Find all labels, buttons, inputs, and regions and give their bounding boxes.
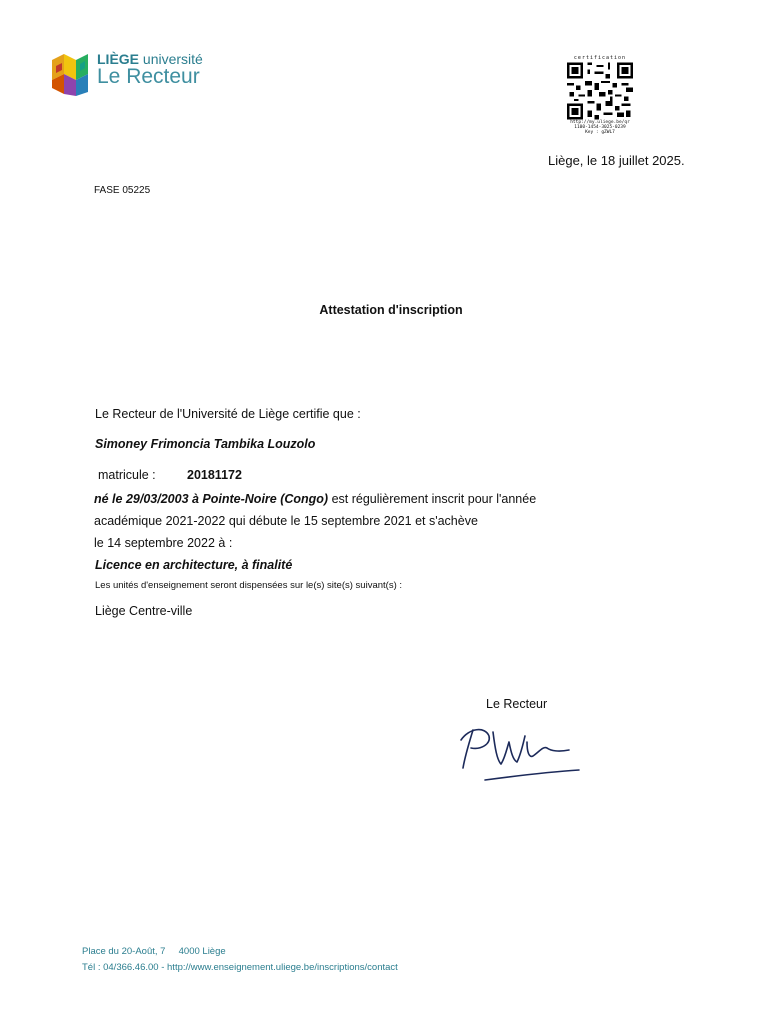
- enrollment-text: est régulièrement inscrit pour l'année: [328, 492, 537, 506]
- certification-qr-block: [565, 55, 635, 139]
- matricule-label: matricule :: [98, 468, 156, 482]
- university-name: LIÈGE université: [97, 51, 203, 67]
- student-name: Simoney Frimoncia Tambika Louzolo: [95, 437, 316, 451]
- birth-enrollment-line: [94, 492, 536, 506]
- program-name: Licence en architecture, à finalité: [95, 558, 293, 572]
- university-logo: [52, 50, 222, 98]
- footer-address: Place du 20-Août, 7 4000 Liège: [82, 946, 226, 957]
- qr-label: certification: [573, 55, 627, 61]
- place-date: Liège, le 18 juillet 2025.: [548, 153, 685, 168]
- matricule-value: 20181172: [187, 468, 242, 482]
- units-note: Les unités d'enseignement seront dispensées sur le(s) site(s) suivant(s) :: [95, 580, 403, 591]
- office-title: Le Recteur: [97, 65, 200, 88]
- footer-contact: Tél : 04/366.46.00 - http://www.enseignement.uliege.be/inscriptions/contact: [82, 962, 398, 973]
- qr-code-icon: [567, 62, 633, 120]
- academic-year-line: académique 2021-2022 qui débute le 15 septembre 2021 et s'achève: [94, 514, 478, 528]
- qr-caption: http://my.uliege.be/qr 1100-1454-3025-0239 Key : gZWL7: [570, 120, 630, 136]
- birth-info: né le 29/03/2003 à Pointe-Noire (Congo): [94, 492, 329, 506]
- reference-number: FASE 05225: [94, 185, 151, 196]
- campus-site: Liège Centre-ville: [95, 604, 193, 618]
- certification-statement: Le Recteur de l'Université de Liège certifie que :: [95, 407, 361, 421]
- uliege-cube-logo-icon: [52, 52, 92, 96]
- end-date-line: le 14 septembre 2022 à :: [94, 536, 233, 550]
- document-title: Attestation d'inscription: [319, 303, 463, 317]
- handwritten-signature: [455, 718, 585, 786]
- signer-title: Le Recteur: [486, 697, 548, 711]
